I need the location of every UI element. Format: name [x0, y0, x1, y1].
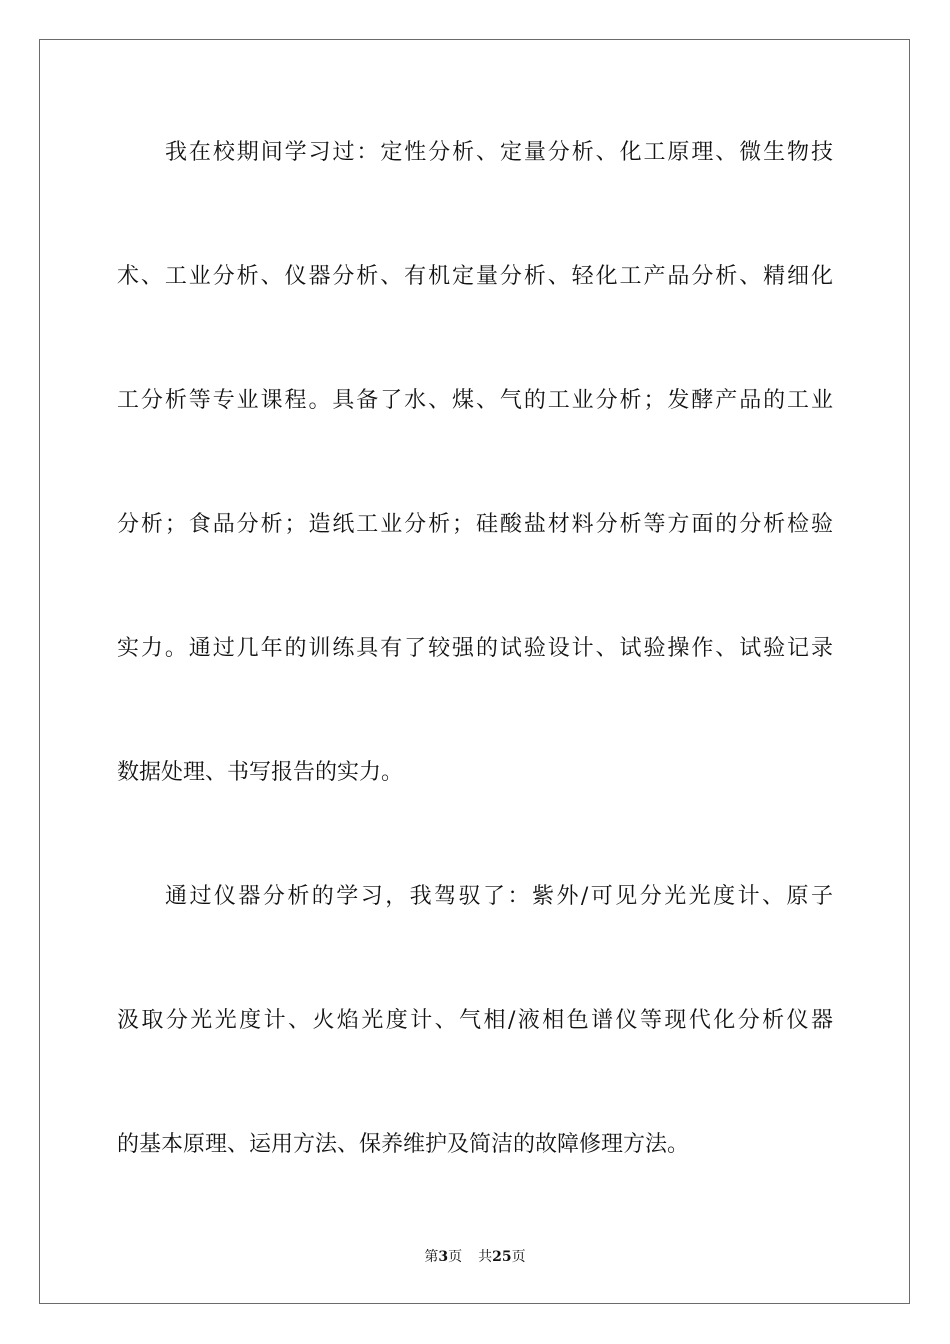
paragraph-2 [117, 874, 833, 1246]
page-suffix: 页 [448, 1249, 463, 1265]
paragraph-line: 分析；食品分析；造纸工业分析；硅酸盐材料分析等方面的分析检验 [117, 512, 833, 537]
total-pages: 25 [492, 1249, 512, 1265]
paragraph-line: 的基本原理、运用方法、保养维护及简洁的故障修理方法。 [117, 1132, 690, 1157]
paragraph-line: 工分析等专业课程。具备了水、煤、气的工业分析；发酵产品的工业 [117, 388, 833, 413]
page-number: 3 [438, 1249, 449, 1265]
paragraph-line: 我在校期间学习过：定性分析、定量分析、化工原理、微生物技 [165, 140, 833, 165]
paragraph-line: 数据处理、书写报告的实力。 [117, 760, 404, 785]
total-prefix: 共 [478, 1249, 493, 1265]
paragraph-line: 实力。通过几年的训练具有了较强的试验设计、试验操作、试验记录 [117, 636, 833, 661]
paragraph-line: 汲取分光光度计、火焰光度计、气相/液相色谱仪等现代化分析仪器 [117, 1008, 833, 1033]
paragraph-line: 通过仪器分析的学习，我驾驭了：紫外/可见分光光度计、原子 [165, 884, 833, 909]
paragraph-1 [117, 130, 833, 874]
page-prefix: 第 [424, 1249, 439, 1265]
total-suffix: 页 [511, 1249, 526, 1265]
page-footer [0, 1246, 950, 1266]
paragraph-line: 术、工业分析、仪器分析、有机定量分析、轻化工产品分析、精细化 [117, 264, 833, 289]
document-body [117, 130, 833, 1246]
